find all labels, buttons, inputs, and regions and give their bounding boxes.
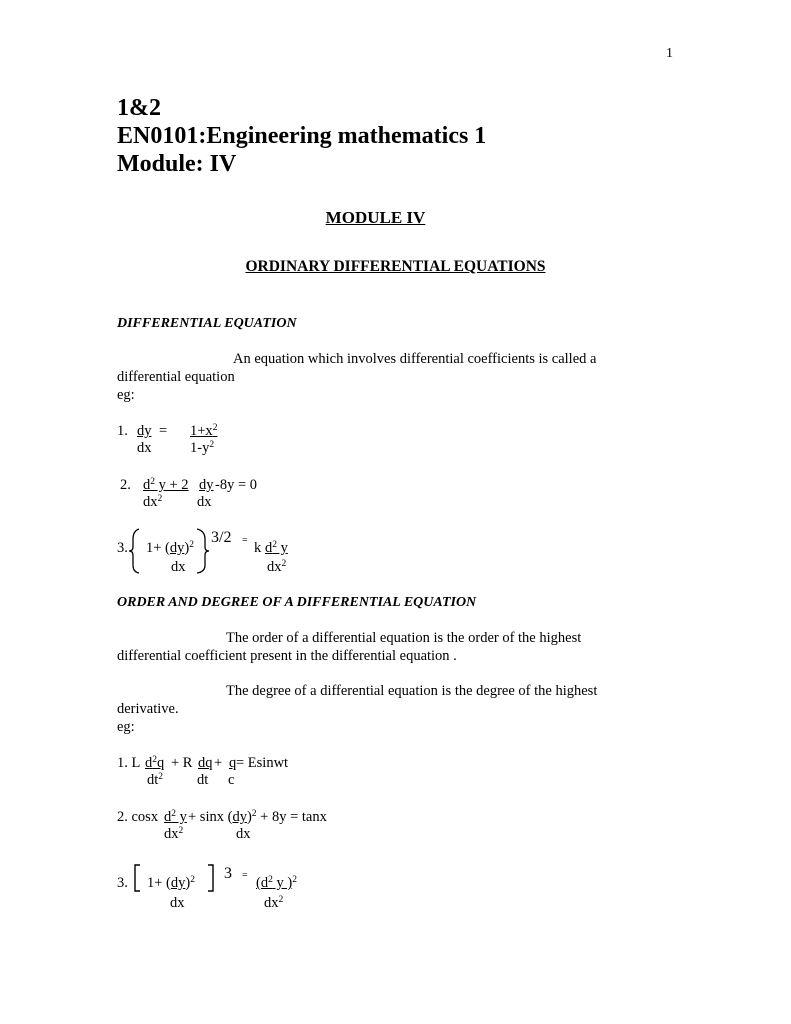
order-line-1: The order of a differential equation is the order of the highest: [226, 630, 582, 646]
definition-line-1: An equation which involves differential coefficients is called a: [233, 351, 597, 367]
superscript: 2: [251, 809, 257, 819]
denominator-dx2: dx: [264, 895, 279, 911]
denominator-dx: dx: [197, 494, 212, 510]
denominator-dx: dx: [236, 826, 251, 842]
denominator-dx2: dx: [164, 826, 179, 842]
numerator-dq: dq: [198, 755, 213, 771]
exponent: 3: [224, 865, 232, 882]
degree-line-2: derivative.: [117, 701, 179, 717]
y-term: y + 2: [155, 477, 189, 493]
y-term: y: [176, 809, 187, 825]
d: d: [164, 809, 172, 825]
superscript: 2: [292, 875, 297, 885]
eq-number: 1. L: [117, 755, 141, 771]
heading-line-1: 1&2: [117, 95, 161, 121]
superscript: 2: [171, 809, 176, 819]
heading-line-2: EN0101:Engineering mathematics 1: [117, 123, 487, 149]
eq-number: 1.: [117, 423, 128, 439]
close-paren: ): [185, 875, 191, 891]
d: d: [265, 540, 273, 556]
denominator-dx: dx: [137, 440, 152, 456]
superscript: 2: [189, 540, 194, 550]
eg-label-2: eg:: [117, 719, 135, 735]
denominator-dx: dx: [170, 895, 185, 911]
module-title: MODULE IV: [325, 208, 426, 227]
rest-of-equation: = Esinwt: [236, 755, 289, 771]
q: q: [157, 755, 165, 771]
rhs-numerator: 1+x: [190, 423, 213, 439]
d: d: [145, 755, 153, 771]
superscript: 2: [178, 826, 184, 836]
eq-number: 3.: [117, 875, 128, 891]
rhs-denominator: 1-y: [190, 440, 210, 456]
section-title-order-degree: ORDER AND DEGREE OF A DIFFERENTIAL EQUATION: [117, 595, 477, 610]
one-plus: 1+ (: [147, 875, 171, 891]
k-constant: k: [254, 540, 262, 556]
y-term: y ): [272, 875, 293, 891]
exponent: 3/2: [211, 529, 232, 546]
numerator-dy: dy: [170, 875, 186, 891]
denominator-dt: dt: [197, 772, 209, 788]
close-paren: ): [246, 809, 252, 825]
denominator-c: c: [228, 772, 235, 788]
close-paren: ): [184, 540, 190, 556]
superscript: 2: [212, 423, 218, 433]
eq-number: 3.: [117, 540, 128, 556]
eq-number: 2. cosx: [117, 809, 159, 825]
eg-label: eg:: [117, 387, 135, 403]
rest-of-equation: + 8y = tanx: [256, 809, 327, 825]
heading-line-3: Module: IV: [117, 151, 237, 177]
equals-sign: =: [242, 535, 248, 546]
section-title-differential-equation: DIFFERENTIAL EQUATION: [117, 316, 297, 331]
sinx-term: + sinx (: [188, 809, 233, 825]
superscript: 2: [150, 477, 155, 487]
equals-sign: =: [159, 423, 168, 439]
superscript: 2: [272, 540, 277, 550]
numerator-dy: dy: [232, 809, 247, 825]
plus: +: [214, 755, 223, 771]
rhs-open: (d: [256, 875, 269, 891]
d: d: [143, 477, 151, 493]
superscript: 2: [158, 772, 164, 782]
denominator-dx2: dx: [143, 494, 158, 510]
denominator-dx: dx: [171, 559, 186, 575]
plus-r: + R: [171, 755, 193, 771]
superscript: 2: [209, 440, 215, 450]
numerator-q: q: [229, 755, 237, 771]
superscript: 2: [278, 895, 284, 905]
order-line-2: differential coefficient present in the differential equation .: [117, 648, 457, 664]
eq-number: 2.: [120, 477, 131, 493]
one-plus: 1+ (: [146, 540, 170, 556]
superscript: 2: [157, 494, 163, 504]
superscript: 2: [152, 755, 157, 765]
page-number: 1: [666, 46, 673, 61]
numerator-dy: dy: [169, 540, 185, 556]
superscript: 2: [190, 875, 195, 885]
numerator-dy: dy: [137, 423, 152, 439]
denominator-dt2: dt: [147, 772, 159, 788]
subtitle: ORDINARY DIFFERENTIAL EQUATIONS: [245, 258, 546, 275]
numerator-dy: dy: [199, 477, 214, 493]
definition-line-2: differential equation: [117, 369, 235, 385]
superscript: 2: [268, 875, 273, 885]
equals-sign: =: [242, 870, 248, 881]
degree-line-1: The degree of a differential equation is the degree of the highest: [226, 683, 598, 699]
y-term: y: [277, 540, 288, 556]
rest-of-equation: -8y = 0: [215, 477, 258, 493]
denominator-dx2: dx: [267, 559, 282, 575]
superscript: 2: [281, 559, 287, 569]
